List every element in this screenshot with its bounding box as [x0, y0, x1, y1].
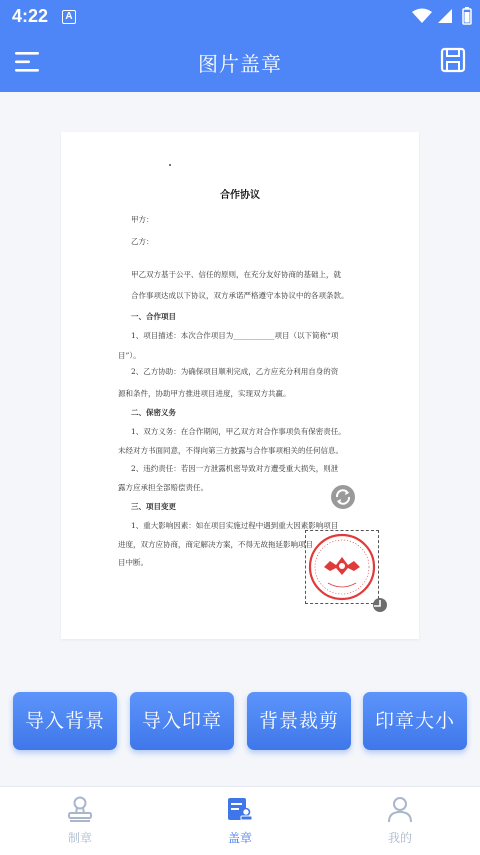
rotate-icon — [331, 485, 355, 509]
document-line: 目”）。 — [118, 351, 141, 360]
document-line: 1、重大影响因素：如在项目实施过程中遇到重大因素影响项目 — [131, 521, 339, 530]
app-bar — [0, 34, 480, 92]
stamp-size-button[interactable]: 印章大小 — [363, 692, 467, 750]
document-section-heading: 三、项目变更 — [131, 502, 176, 511]
document-line: 2、乙方协助：为确保项目顺利完成，乙方应充分利用自身的资 — [131, 367, 339, 376]
apply-stamp-icon — [226, 795, 254, 823]
document-line: 未经对方书面同意，不得向第三方披露与合作事项相关的任何信息。 — [118, 446, 343, 455]
nav-mine-label: 我的 — [387, 831, 412, 845]
document-section-heading: 一、合作项目 — [131, 312, 176, 321]
top-bar — [0, 0, 480, 92]
import-stamp-button[interactable]: 导入印章 — [130, 692, 234, 750]
nav-apply-stamp[interactable] — [160, 787, 320, 855]
document-line: 目中断。 — [118, 558, 148, 567]
stamp-overlay[interactable] — [305, 530, 379, 604]
battery-icon — [462, 7, 472, 25]
status-bar — [0, 0, 480, 34]
document-line: 甲方： — [131, 215, 154, 224]
nav-apply-stamp-label: 盖章 — [227, 831, 252, 845]
document-line: 1、双方义务：在合作期间，甲乙双方对合作事项负有保密责任。 — [131, 427, 346, 436]
document-line: 合作事项达成以下协议，双方承诺严格遵守本协议中的各项条款。 — [131, 291, 349, 300]
action-bar — [0, 692, 480, 752]
document-line: 源和条件，协助甲方推进项目进度，实现双方共赢。 — [118, 389, 291, 398]
document-line: 甲乙双方基于公平、信任的原则，在充分友好协商的基础上，就 — [131, 270, 341, 279]
bottom-navigation — [0, 786, 480, 855]
document-speck — [169, 164, 171, 166]
nav-mine[interactable] — [320, 787, 480, 855]
wifi-icon — [412, 8, 432, 24]
document-section-heading: 二、保密义务 — [131, 408, 176, 417]
document-line: 露方应承担全部赔偿责任。 — [118, 483, 208, 492]
document-preview[interactable] — [61, 132, 419, 639]
notification-a-icon: A — [62, 10, 76, 24]
status-time: 4:22 — [12, 6, 49, 26]
page-title: 图片盖章 — [198, 52, 282, 76]
crop-background-button[interactable]: 背景裁剪 — [247, 692, 351, 750]
resize-handle[interactable] — [373, 598, 387, 612]
document-line: 1、项目描述：本次合作项目为___________项目（以下简称“项 — [131, 331, 339, 340]
document-line: 乙方： — [131, 237, 154, 246]
document-title: 合作协议 — [220, 190, 260, 201]
signal-icon — [436, 8, 454, 24]
rotate-handle[interactable] — [331, 485, 355, 509]
resize-icon — [373, 599, 387, 613]
save-icon[interactable] — [440, 47, 466, 73]
document-line: 2、违约责任：若因一方泄露机密导致对方遭受重大损失，则泄 — [131, 464, 339, 473]
nav-make-stamp-label: 制章 — [67, 831, 92, 845]
stamp-seal-icon — [306, 531, 378, 603]
make-stamp-icon — [66, 795, 94, 823]
user-icon — [386, 795, 414, 823]
document-line: 进度，双方应协商，商定解决方案，不得无故拖延影响项目 — [118, 540, 313, 549]
nav-make-stamp[interactable] — [0, 787, 160, 855]
import-background-button[interactable]: 导入背景 — [13, 692, 117, 750]
